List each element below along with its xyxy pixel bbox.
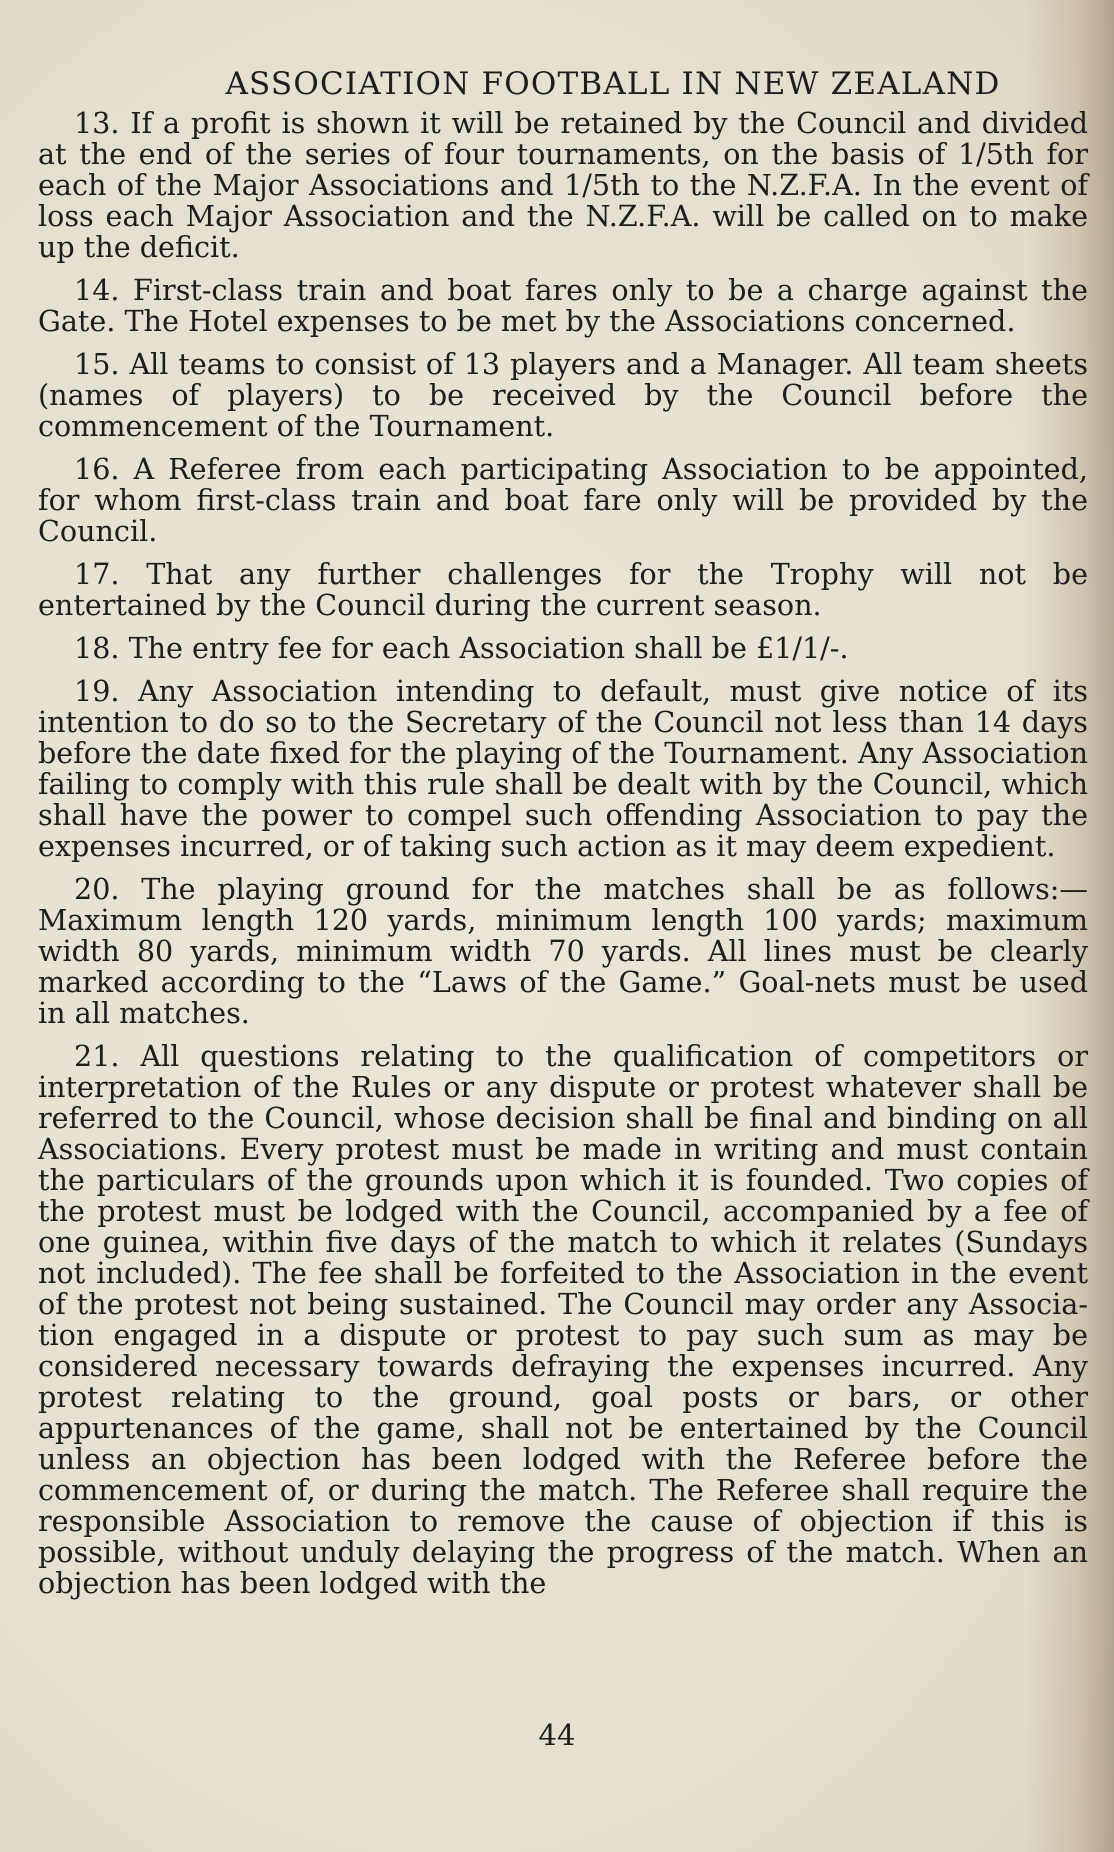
clause-14: 14. First-class train and boat fares only to be a charge against the Gate. The Hotel expenses to be met by the Associations concerned.	[38, 273, 1088, 338]
clause-19: 19. Any Association intending to default, must give notice of its intention to do so to the Secretary of the Council not less than 14 days before the date fixed for the playing of the Tournament. Any Association failing to comply with this rule shall be dealt with by the Council, which shall have the power to compel such offending Association to pay the expenses incurred, or of taking such action as it may deem expedient.	[38, 674, 1088, 863]
clause-20: 20. The playing ground for the matches shall be as follows:— Maximum length 120 yards, minimum length 100 yards; maximum width 80 yards, minimum width 70 yards. All lines must be clearly marked according to the “Laws of the Game.” Goal-nets must be used in all matches.	[38, 872, 1088, 1030]
running-header: ASSOCIATION FOOTBALL IN NEW ZEALAND	[225, 66, 1001, 102]
page-number: 44	[538, 1718, 576, 1752]
clause-16: 16. A Referee from each participating Association to be appointed, for whom first-class train and boat fare only will be provided by the Council.	[38, 452, 1088, 548]
clause-21: 21. All questions relating to the qualification of competitors or interpretation of the Rules or any dispute or protest whatever shall be referred to the Council, whose decision shall be final and binding on all Associations. Every protest must be made in writing and must contain the particulars of the grounds upon which it is founded. Two copies of the protest must be lodged with the Council, accompanied by a fee of one guinea, within five days of the match to which it relates (Sundays not included). The fee shall be forfeited to the Association in the event of the protest not being sustained. The Council may order any Association engaged in a dispute or protest to pay such sum as may be considered necessary towards defraying the expenses incurred. Any protest relating to the ground, goal posts or bars, or other appurtenances of the game, shall not be entertained by the Council unless an objection has been lodged with the Referee before the commencement of, or during the match. The Referee shall require the responsible Association to remove the cause of objection if this is possible, without unduly delaying the progress of the match. When an objection has been lodged with the	[38, 1039, 1088, 1600]
clause-18: 18. The entry fee for each Association shall be £1/1/-.	[74, 631, 849, 665]
clause-13: 13. If a profit is shown it will be retained by the Council and divided at the end of the series of four tournaments, on the basis of 1/5th for each of the Major Associations and 1/5th to the N.Z.F.A. In the event of loss each Major Association and the N.Z.F.A. will be called on to make up the deficit.	[38, 106, 1088, 264]
clause-17: 17. That any further challenges for the Trophy will not be entertained by the Council during the current season.	[38, 557, 1088, 622]
clause-15: 15. All teams to consist of 13 players and a Manager. All team sheets (names of players) to be received by the Council before the commencement of the Tournament.	[38, 347, 1088, 443]
